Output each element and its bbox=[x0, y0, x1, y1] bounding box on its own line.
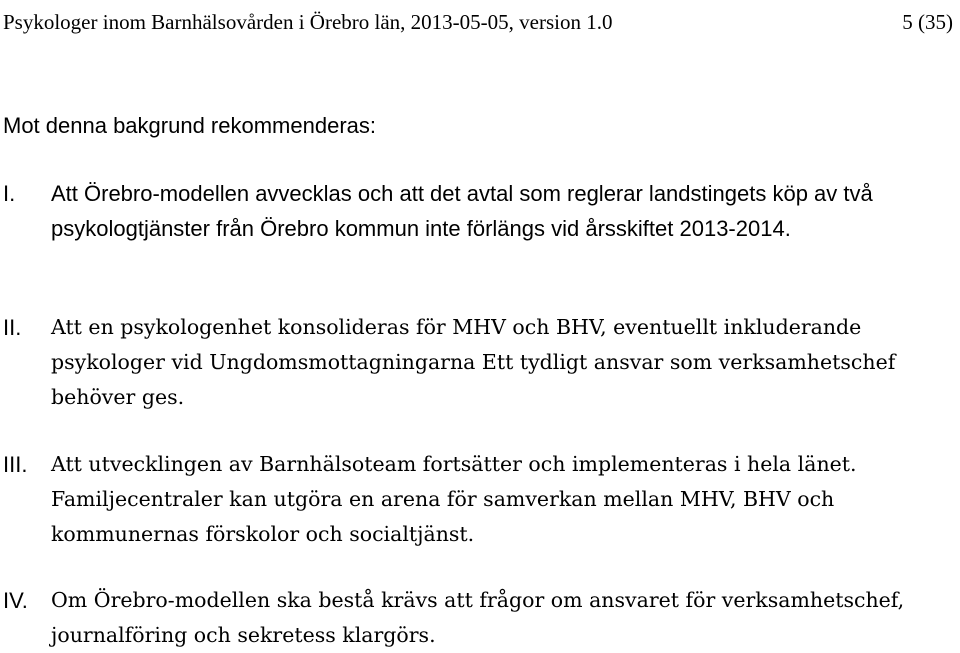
page-number: 5 (35) bbox=[902, 10, 953, 34]
recommendation-number: I. bbox=[3, 181, 16, 206]
recommendation-text: Om Örebro-modellen ska bestå krävs att frågor om ansvaret för verksamhetschef, journalföring och sekretess klargörs. bbox=[51, 588, 905, 647]
recommendation-number: II. bbox=[3, 315, 22, 340]
intro-text: Mot denna bakgrund rekommenderas: bbox=[3, 113, 376, 138]
recommendation-number: III. bbox=[3, 452, 28, 477]
page-header bbox=[3, 6, 953, 38]
recommendation-number: IV. bbox=[3, 588, 28, 613]
recommendation-text: Att Örebro-modellen avvecklas och att det avtal som reglerar landstingets köp av två psykologtjänster från Örebro kommun inte förlängs vid årsskiftet 2013-2014. bbox=[51, 181, 873, 241]
recommendation-text: Att en psykologenhet konsolideras för MHV och BHV, eventuellt inkluderande psykologer vid Ungdomsmottagningarna Ett tydligt ansvar som verksamhetschef behöver ges. bbox=[51, 315, 896, 409]
document-title: Psykologer inom Barnhälsovården i Örebro län, 2013-05-05, version 1.0 bbox=[3, 10, 613, 34]
recommendation-text: Att utvecklingen av Barnhälsoteam fortsätter och implementeras i hela länet. Familjecentraler kan utgöra en arena för samverkan mellan MHV, BHV och kommunernas förskolor och socialtjänst. bbox=[51, 452, 857, 546]
